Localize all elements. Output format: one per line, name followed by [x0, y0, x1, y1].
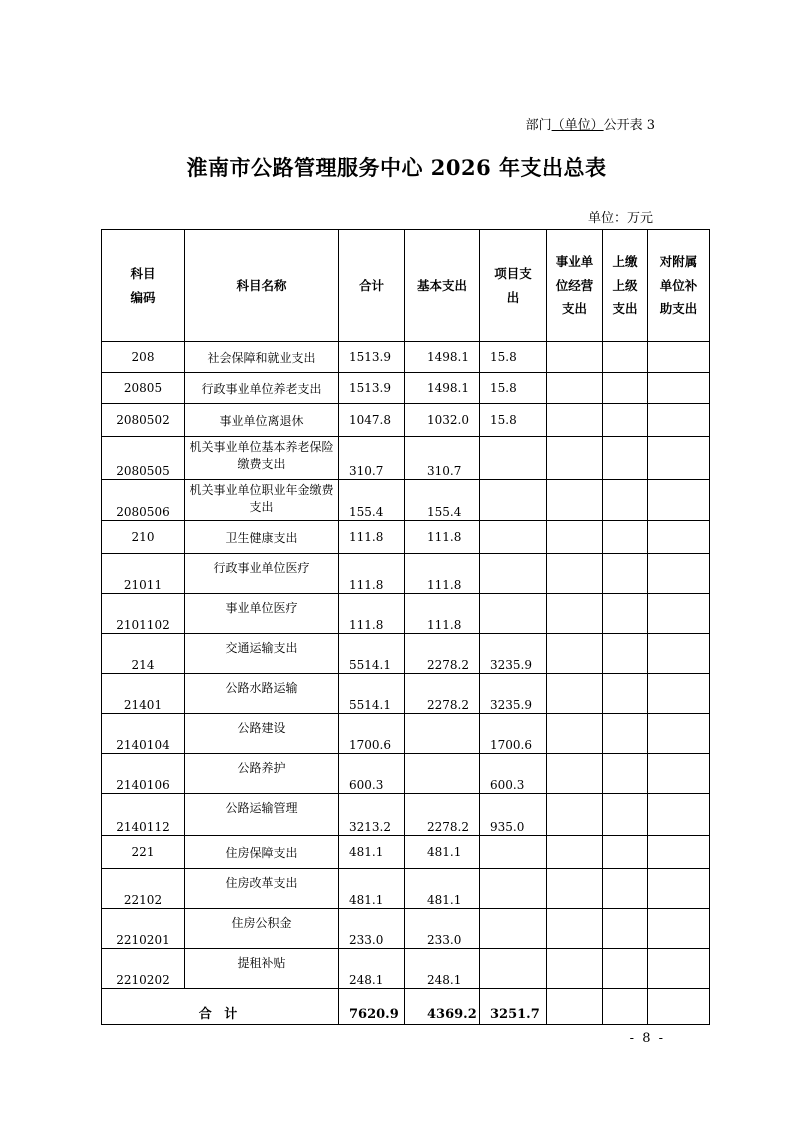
row-total: 481.1 — [339, 836, 405, 869]
row-total: 111.8 — [339, 554, 405, 594]
row-project: 15.8 — [480, 342, 547, 373]
row-subsidy — [648, 373, 710, 404]
row-project: 3235.9 — [480, 674, 547, 714]
row-business — [547, 869, 603, 909]
row-subsidy — [648, 794, 710, 836]
row-basic: 1032.0 — [405, 404, 480, 437]
table-row — [102, 554, 710, 594]
row-total: 1047.8 — [339, 404, 405, 437]
row-subsidy — [648, 754, 710, 794]
table-row — [102, 373, 710, 404]
row-project: 935.0 — [480, 794, 547, 836]
row-name: 事业单位离退休 — [185, 404, 339, 437]
row-business — [547, 404, 603, 437]
row-upper — [603, 754, 648, 794]
row-upper — [603, 836, 648, 869]
row-total: 233.0 — [339, 909, 405, 949]
unit-label: 单位：万元 — [587, 211, 653, 226]
row-total: 481.1 — [339, 869, 405, 909]
header-basic: 基本支出 — [405, 230, 480, 342]
table-row — [102, 404, 710, 437]
row-upper — [603, 634, 648, 674]
row-subsidy — [648, 594, 710, 634]
total-label: 合 计 — [102, 989, 339, 1025]
row-subsidy — [648, 869, 710, 909]
row-upper — [603, 714, 648, 754]
row-total: 1513.9 — [339, 342, 405, 373]
row-total: 5514.1 — [339, 674, 405, 714]
row-subsidy — [648, 480, 710, 521]
row-upper — [603, 521, 648, 554]
row-subsidy — [648, 836, 710, 869]
row-business — [547, 754, 603, 794]
table-row — [102, 437, 710, 480]
header-code: 科目 编码 — [102, 230, 185, 342]
row-business — [547, 521, 603, 554]
table-label-unit: （单位） — [551, 118, 604, 133]
table-row — [102, 342, 710, 373]
row-upper — [603, 794, 648, 836]
row-business — [547, 794, 603, 836]
expenditure-table — [101, 229, 710, 1025]
row-project — [480, 554, 547, 594]
row-code: 2210202 — [102, 949, 185, 989]
row-basic: 233.0 — [405, 909, 480, 949]
table-header-row — [102, 230, 710, 342]
row-name: 社会保障和就业支出 — [185, 342, 339, 373]
total-row — [102, 989, 710, 1025]
row-basic — [405, 714, 480, 754]
row-upper — [603, 437, 648, 480]
row-business — [547, 836, 603, 869]
row-name: 住房保障支出 — [185, 836, 339, 869]
row-basic: 155.4 — [405, 480, 480, 521]
row-total: 3213.2 — [339, 794, 405, 836]
row-project — [480, 869, 547, 909]
row-total: 600.3 — [339, 754, 405, 794]
row-code: 208 — [102, 342, 185, 373]
table-row — [102, 794, 710, 836]
row-subsidy — [648, 437, 710, 480]
row-basic: 111.8 — [405, 554, 480, 594]
row-name: 公路养护 — [185, 754, 339, 794]
table-row — [102, 869, 710, 909]
table-row — [102, 480, 710, 521]
row-code: 2140106 — [102, 754, 185, 794]
row-name: 公路水路运输 — [185, 674, 339, 714]
row-basic: 481.1 — [405, 869, 480, 909]
row-project: 600.3 — [480, 754, 547, 794]
row-upper — [603, 373, 648, 404]
row-project — [480, 909, 547, 949]
row-name: 提租补贴 — [185, 949, 339, 989]
row-code: 221 — [102, 836, 185, 869]
row-upper — [603, 909, 648, 949]
row-name: 卫生健康支出 — [185, 521, 339, 554]
header-name: 科目名称 — [185, 230, 339, 342]
row-basic: 481.1 — [405, 836, 480, 869]
row-subsidy — [648, 521, 710, 554]
row-name: 机关事业单位职业年金缴费支出 — [185, 480, 339, 521]
row-total: 310.7 — [339, 437, 405, 480]
total-subsidy — [648, 989, 710, 1025]
total-upper — [603, 989, 648, 1025]
row-basic: 111.8 — [405, 594, 480, 634]
row-subsidy — [648, 909, 710, 949]
header-total: 合计 — [339, 230, 405, 342]
row-business — [547, 554, 603, 594]
row-basic: 310.7 — [405, 437, 480, 480]
row-business — [547, 714, 603, 754]
row-code: 2080502 — [102, 404, 185, 437]
row-code: 2140112 — [102, 794, 185, 836]
row-code: 210 — [102, 521, 185, 554]
row-business — [547, 437, 603, 480]
row-subsidy — [648, 674, 710, 714]
table-row — [102, 674, 710, 714]
row-business — [547, 373, 603, 404]
row-business — [547, 909, 603, 949]
table-row — [102, 949, 710, 989]
table-label-suffix: 公开表 3 — [603, 118, 655, 133]
row-business — [547, 342, 603, 373]
row-project — [480, 836, 547, 869]
row-name: 事业单位医疗 — [185, 594, 339, 634]
page-title: 淮南市公路管理服务中心 2026 年支出总表 — [186, 155, 607, 180]
total-sum: 7620.9 — [339, 989, 405, 1025]
row-upper — [603, 404, 648, 437]
row-name: 交通运输支出 — [185, 634, 339, 674]
row-code: 20805 — [102, 373, 185, 404]
row-subsidy — [648, 342, 710, 373]
header-subsidy: 对附属 单位补 助支出 — [648, 230, 710, 342]
row-subsidy — [648, 404, 710, 437]
header-project: 项目支 出 — [480, 230, 547, 342]
page-number: - 8 - — [629, 1031, 665, 1046]
row-business — [547, 594, 603, 634]
table-row — [102, 836, 710, 869]
row-code: 21401 — [102, 674, 185, 714]
row-name: 住房改革支出 — [185, 869, 339, 909]
row-code: 2140104 — [102, 714, 185, 754]
row-basic: 1498.1 — [405, 373, 480, 404]
row-total: 5514.1 — [339, 634, 405, 674]
row-name: 机关事业单位基本养老保险缴费支出 — [185, 437, 339, 480]
row-business — [547, 480, 603, 521]
row-code: 2101102 — [102, 594, 185, 634]
row-name: 公路建设 — [185, 714, 339, 754]
total-project: 3251.7 — [480, 989, 547, 1025]
row-business — [547, 674, 603, 714]
row-upper — [603, 594, 648, 634]
row-basic: 2278.2 — [405, 674, 480, 714]
row-project — [480, 521, 547, 554]
table-row — [102, 754, 710, 794]
row-project: 15.8 — [480, 373, 547, 404]
table-label — [526, 114, 655, 133]
row-total: 111.8 — [339, 594, 405, 634]
row-code: 2210201 — [102, 909, 185, 949]
row-upper — [603, 869, 648, 909]
table-row — [102, 521, 710, 554]
row-name: 住房公积金 — [185, 909, 339, 949]
row-project: 15.8 — [480, 404, 547, 437]
row-subsidy — [648, 554, 710, 594]
row-basic: 2278.2 — [405, 794, 480, 836]
row-project — [480, 480, 547, 521]
row-code: 2080505 — [102, 437, 185, 480]
row-total: 155.4 — [339, 480, 405, 521]
total-basic: 4369.2 — [405, 989, 480, 1025]
table-row — [102, 594, 710, 634]
row-code: 22102 — [102, 869, 185, 909]
row-basic: 111.8 — [405, 521, 480, 554]
row-project: 3235.9 — [480, 634, 547, 674]
row-upper — [603, 480, 648, 521]
row-upper — [603, 554, 648, 594]
table-row — [102, 634, 710, 674]
row-business — [547, 949, 603, 989]
row-subsidy — [648, 634, 710, 674]
row-subsidy — [648, 949, 710, 989]
row-basic: 248.1 — [405, 949, 480, 989]
header-upper: 上缴 上级 支出 — [603, 230, 648, 342]
row-total: 1513.9 — [339, 373, 405, 404]
row-project — [480, 437, 547, 480]
table-row — [102, 909, 710, 949]
row-project: 1700.6 — [480, 714, 547, 754]
row-total: 1700.6 — [339, 714, 405, 754]
row-project — [480, 594, 547, 634]
row-basic: 1498.1 — [405, 342, 480, 373]
total-business — [547, 989, 603, 1025]
row-project — [480, 949, 547, 989]
row-name: 行政事业单位养老支出 — [185, 373, 339, 404]
row-total: 111.8 — [339, 521, 405, 554]
row-code: 21011 — [102, 554, 185, 594]
row-subsidy — [648, 714, 710, 754]
row-name: 公路运输管理 — [185, 794, 339, 836]
row-name: 行政事业单位医疗 — [185, 554, 339, 594]
header-business: 事业单 位经营 支出 — [547, 230, 603, 342]
row-total: 248.1 — [339, 949, 405, 989]
row-upper — [603, 342, 648, 373]
row-code: 214 — [102, 634, 185, 674]
row-code: 2080506 — [102, 480, 185, 521]
table-row — [102, 714, 710, 754]
row-basic — [405, 754, 480, 794]
row-basic: 2278.2 — [405, 634, 480, 674]
row-upper — [603, 949, 648, 989]
row-business — [547, 634, 603, 674]
table-label-prefix: 部门 — [525, 118, 552, 133]
row-upper — [603, 674, 648, 714]
